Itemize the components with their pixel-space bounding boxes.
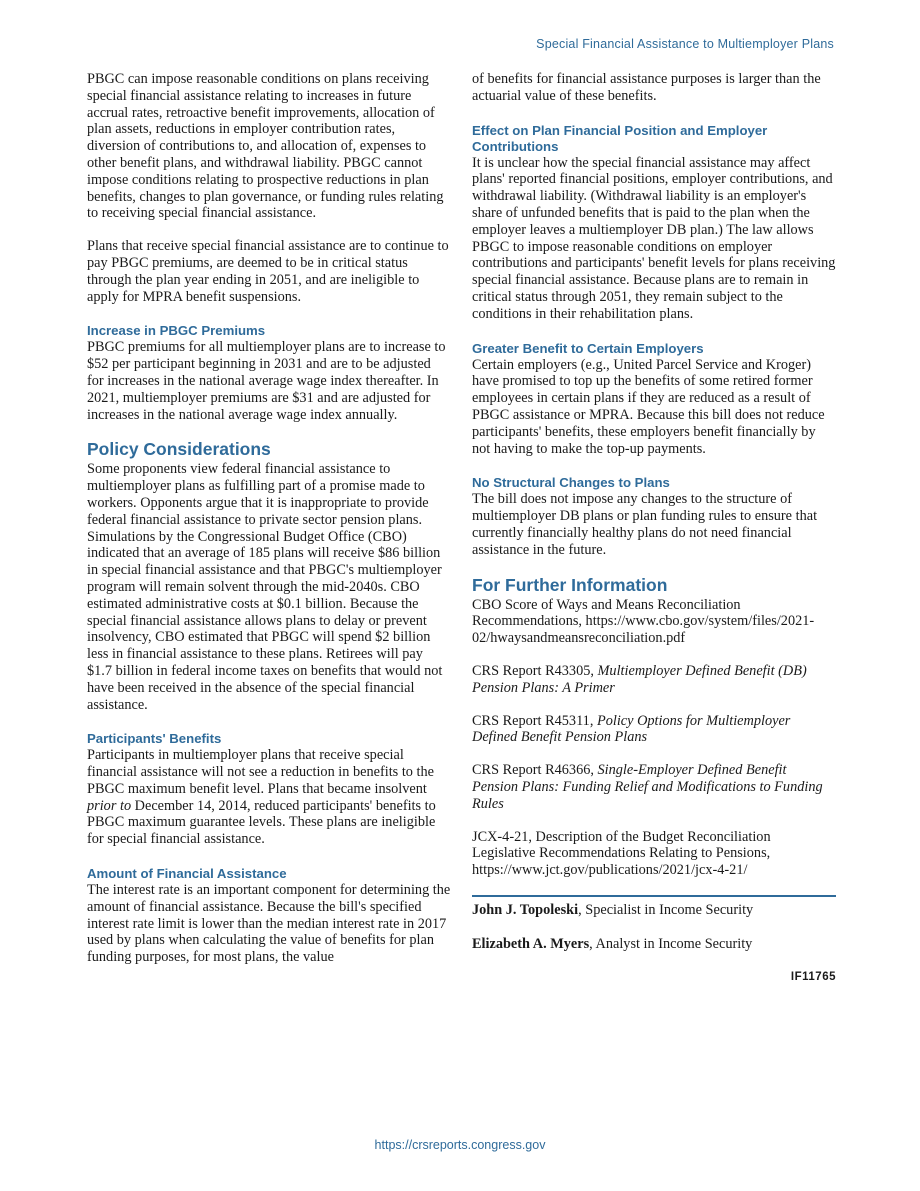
reference-r45311: CRS Report R45311, Policy Options for Multiemployer Defined Benefit Pension Plans (472, 712, 791, 746)
author-2: Elizabeth A. Myers, Analyst in Income Security (472, 935, 753, 952)
heading-no-structural-changes: No Structural Changes to Plans (472, 475, 670, 491)
paragraph-effect: It is unclear how the special financial assistance may affect plans' reported financial positions, employer contributions, and withdrawal liability. (Withdrawal liability is an employer's share of unfunded benefits that is paid to the plan when the employer leaves a multiemployer DB plan.) The law allows PBGC to impose reasonable conditions on employer contributions and participants' benefit levels for plans receiving special financial assistance. Because plans are to remain in critical status through 2051, they remain subject to the conditions in their rehabilitation plans. (472, 154, 836, 322)
paragraph-structural: The bill does not impose any changes to the structure of multiemployer DB plans or plan funding rules to ensure that currently financially healthy plans do not need financial assistance in the future. (472, 491, 818, 558)
right-column (472, 71, 836, 986)
running-header: Special Financial Assistance to Multiemployer Plans (536, 37, 834, 51)
paragraph-amount: The interest rate is an important component for determining the amount of financial assistance. Because the bill's specified interest rate limit is lower than the median interest rate in 2017 used by plans when calculating the value of benefits for plan funding purposes, for most plans, the value (87, 882, 451, 966)
heading-premiums: Increase in PBGC Premiums (87, 323, 266, 339)
paragraph-conditions: PBGC can impose reasonable conditions on plans receiving special financial assistance relating to increases in future accrual rates, retroactive benefit improvements, allocation of plan assets, reductions in employer contribution rates, diversion of contributions to, and allocation of, expenses to other benefit plans, and withdrawal liability. PBGC cannot impose conditions relating to prospective reductions in plan benefits, changes to plan governance, or funding rules relating to receiving special financial assistance. (87, 71, 444, 222)
reference-cbo: CBO Score of Ways and Means Reconciliation Recommendations, https://www.cbo.gov/system/files/2021-02/hwaysandmeansreconciliation.pdf (472, 596, 815, 647)
paragraph-policy: Some proponents view federal financial assistance to multiemployer plans as fulfilling part of a promise made to workers. Opponents argue that it is inappropriate to provide federal financial assistance to private sector pension plans. Simulations by the Congressional Budget Office (CBO) indicated that an average of 185 plans will receive $86 billion in special financial assistance and that PBGC's multiemployer program will remain solvent through the mid-2040s. CBO estimated administrative costs at $0.1 billion. Because the special financial assistance allows plans to delay or prevent insolvency, CBO estimated that PBGC will spend $2 billion less in financial assistance to these plans. Retirees will pay $1.7 billion in federal income taxes on benefits that would not have been received in the absence of the special financial assistance. (87, 461, 443, 713)
author-1: John J. Topoleski, Specialist in Income Security (472, 901, 754, 918)
paragraph-premiums: PBGC premiums for all multiemployer plans are to increase to $52 per participant beginning in 2031 and are to be adjusted for increases in the national average wage index thereafter. In 2021, multiemployer premiums are $31 and are adjusted for increases in the national average wage index annually. (87, 339, 446, 423)
footer-url[interactable]: https://crsreports.congress.gov (374, 1138, 546, 1152)
reference-r46366: CRS Report R46366, Single-Employer Defined Benefit Pension Plans: Funding Relief and Modifications to Funding Rules (472, 762, 823, 812)
heading-policy-considerations: Policy Considerations (87, 439, 271, 460)
author-divider (472, 895, 836, 897)
heading-amount-assistance: Amount of Financial Assistance (87, 866, 287, 882)
paragraph-continued: of benefits for financial assistance purposes is larger than the actuarial value of these benefits. (472, 71, 821, 104)
heading-effect-financial-position: Effect on Plan Financial Position and Employer Contributions (472, 122, 768, 154)
reference-jcx: JCX-4-21, Description of the Budget Reconciliation Legislative Recommendations Relating to Pensions, https://www.jct.gov/publications/2021/jcx-4-21/ (472, 828, 771, 879)
heading-further-information: For Further Information (472, 574, 668, 595)
left-column (87, 71, 451, 982)
reference-r43305: CRS Report R43305, Multiemployer Defined Benefit (DB) Pension Plans: A Primer (472, 662, 807, 696)
paragraph-participants: Participants in multiemployer plans that receive special financial assistance will not see a reduction in benefits to the PBGC maximum benefit level. Plans that became insolvent prior to December 14, 2014, reduced participants' benefits to PBGC maximum guarantee levels. These plans are ineligible for special financial assistance. (87, 747, 436, 848)
heading-participants-benefits: Participants' Benefits (87, 731, 222, 747)
paragraph-greater-benefit: Certain employers (e.g., United Parcel Service and Kroger) have promised to top up the benefits of some retired former employees in certain plans if they are reduced as a result of PBGC assistance or MPRA. Because this bill does not reduce participants' benefits, these employers benefit financially by not having to make the top-up payments. (472, 356, 825, 457)
product-code: IF11765 (790, 970, 836, 983)
paragraph-plan-status: Plans that receive special financial assistance are to continue to pay PBGC premiums, are deemed to be in critical status through the plan year ending in 2051, and are ineligible to apply for MPRA benefit suspensions. (87, 238, 449, 305)
heading-greater-benefit: Greater Benefit to Certain Employers (472, 340, 704, 356)
